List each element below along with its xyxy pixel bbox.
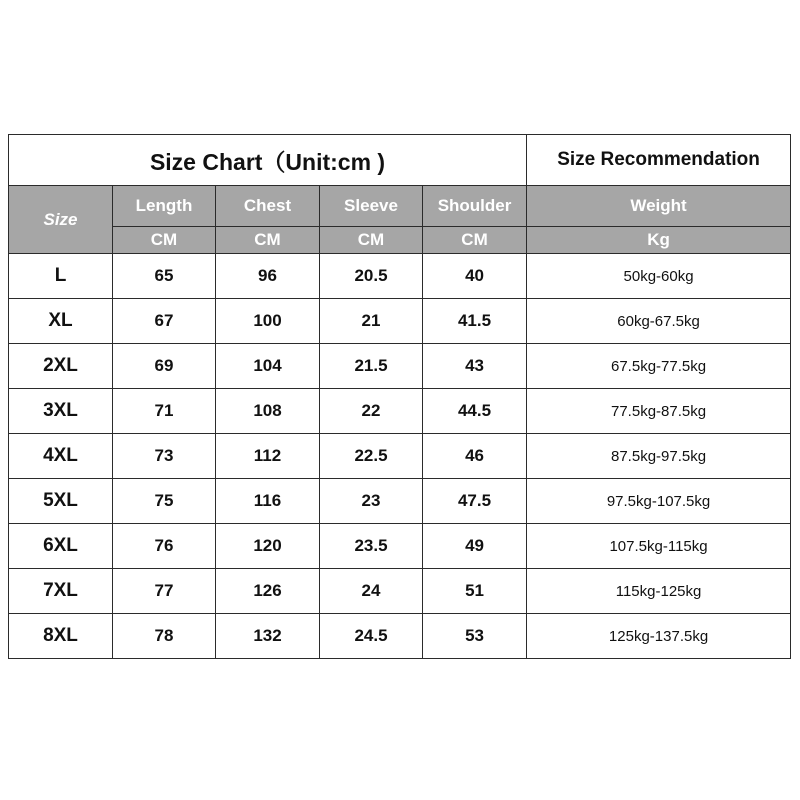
- weight-range-cell: 97.5kg-107.5kg: [527, 479, 791, 524]
- shoulder-cell: 44.5: [423, 389, 527, 434]
- shoulder-cell: 40: [423, 254, 527, 299]
- weight-range-cell: 125kg-137.5kg: [527, 614, 791, 659]
- table-row: [9, 479, 791, 524]
- length-cell: 71: [113, 389, 216, 434]
- weight-range-cell: 77.5kg-87.5kg: [527, 389, 791, 434]
- shoulder-cell: 46: [423, 434, 527, 479]
- shoulder-cell: 53: [423, 614, 527, 659]
- length-cell: 69: [113, 344, 216, 389]
- size-chart-table: [8, 134, 791, 659]
- header-chest: Chest: [216, 186, 320, 227]
- weight-range-cell: 50kg-60kg: [527, 254, 791, 299]
- size-chart-title: Size Chart（Unit:cm ): [9, 135, 527, 186]
- table-row: [9, 569, 791, 614]
- column-header-row: [9, 186, 791, 227]
- unit-header-row: [9, 227, 791, 254]
- chest-cell: 116: [216, 479, 320, 524]
- weight-range-cell: 115kg-125kg: [527, 569, 791, 614]
- chest-cell: 108: [216, 389, 320, 434]
- length-cell: 77: [113, 569, 216, 614]
- table-row: [9, 299, 791, 344]
- size-cell: L: [9, 254, 113, 299]
- sleeve-cell: 21.5: [320, 344, 423, 389]
- shoulder-cell: 43: [423, 344, 527, 389]
- sleeve-cell: 22: [320, 389, 423, 434]
- weight-range-cell: 107.5kg-115kg: [527, 524, 791, 569]
- size-cell: 4XL: [9, 434, 113, 479]
- table-row: [9, 614, 791, 659]
- sleeve-cell: 22.5: [320, 434, 423, 479]
- sleeve-cell: 24: [320, 569, 423, 614]
- title-row: [9, 135, 791, 186]
- table-row: [9, 344, 791, 389]
- size-recommendation-title: Size Recommendation: [527, 135, 791, 186]
- shoulder-cell: 47.5: [423, 479, 527, 524]
- table-row: [9, 524, 791, 569]
- header-length: Length: [113, 186, 216, 227]
- chest-cell: 132: [216, 614, 320, 659]
- header-sleeve: Sleeve: [320, 186, 423, 227]
- table-row: [9, 389, 791, 434]
- unit-shoulder: CM: [423, 227, 527, 254]
- chest-cell: 100: [216, 299, 320, 344]
- chest-cell: 96: [216, 254, 320, 299]
- length-cell: 78: [113, 614, 216, 659]
- size-cell: 7XL: [9, 569, 113, 614]
- chest-cell: 126: [216, 569, 320, 614]
- size-cell: 8XL: [9, 614, 113, 659]
- size-cell: XL: [9, 299, 113, 344]
- table-row: [9, 434, 791, 479]
- size-cell: 3XL: [9, 389, 113, 434]
- sleeve-cell: 20.5: [320, 254, 423, 299]
- length-cell: 65: [113, 254, 216, 299]
- sleeve-cell: 24.5: [320, 614, 423, 659]
- length-cell: 75: [113, 479, 216, 524]
- chest-cell: 120: [216, 524, 320, 569]
- size-cell: 2XL: [9, 344, 113, 389]
- header-size: Size: [9, 186, 113, 254]
- unit-sleeve: CM: [320, 227, 423, 254]
- shoulder-cell: 51: [423, 569, 527, 614]
- sleeve-cell: 23.5: [320, 524, 423, 569]
- shoulder-cell: 41.5: [423, 299, 527, 344]
- unit-chest: CM: [216, 227, 320, 254]
- length-cell: 67: [113, 299, 216, 344]
- weight-range-cell: 87.5kg-97.5kg: [527, 434, 791, 479]
- header-weight: Weight: [527, 186, 791, 227]
- table-row: [9, 254, 791, 299]
- weight-range-cell: 67.5kg-77.5kg: [527, 344, 791, 389]
- sleeve-cell: 21: [320, 299, 423, 344]
- size-cell: 6XL: [9, 524, 113, 569]
- header-shoulder: Shoulder: [423, 186, 527, 227]
- chest-cell: 112: [216, 434, 320, 479]
- shoulder-cell: 49: [423, 524, 527, 569]
- length-cell: 76: [113, 524, 216, 569]
- size-cell: 5XL: [9, 479, 113, 524]
- sleeve-cell: 23: [320, 479, 423, 524]
- unit-weight: Kg: [527, 227, 791, 254]
- unit-length: CM: [113, 227, 216, 254]
- chest-cell: 104: [216, 344, 320, 389]
- length-cell: 73: [113, 434, 216, 479]
- weight-range-cell: 60kg-67.5kg: [527, 299, 791, 344]
